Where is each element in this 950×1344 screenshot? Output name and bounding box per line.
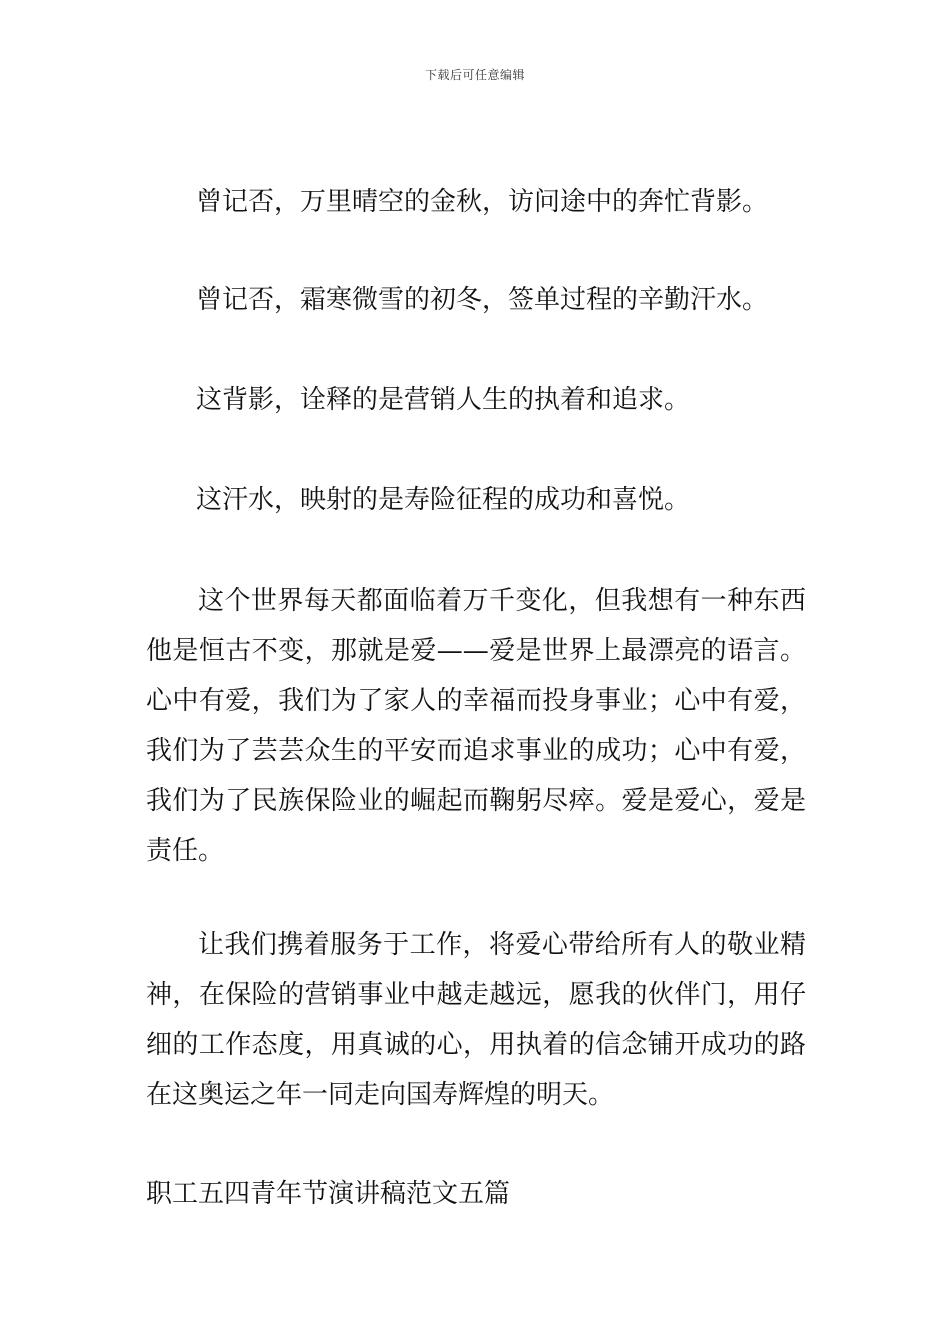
verse-line-4: 这汗水，映射的是寿险征程的成功和喜悦。 [196, 485, 691, 515]
body-paragraph-love: 这个世界每天都面临着万千变化，但我想有一种东西他是恒古不变，那就是爱——爱是世界上最漂亮的语言。心中有爱，我们为了家人的幸福而投身事业；心中有爱，我们为了芸芸众生的平安而追求事业的成功；心中有爱，我们为了民族保险业的崛起而鞠躬尽瘁。爱是爱心，爱是责任。 [146, 586, 806, 866]
section-heading: 职工五四青年节演讲稿范文五篇 [146, 1179, 511, 1209]
body-paragraph-closing: 让我们携着服务于工作，将爱心带给所有人的敬业精神，在保险的营销事业中越走越远，愿我的伙伴门，用仔细的工作态度，用真诚的心，用执着的信念铺开成功的路在这奥运之年一同走向国寿辉煌的明天。 [146, 930, 806, 1110]
verse-line-2: 曾记否，霜寒微雪的初冬，签单过程的辛勤汗水。 [196, 285, 769, 315]
page-header-note: 下载后可任意编辑 [424, 68, 525, 82]
verse-line-3: 这背影，诠释的是营销人生的执着和追求。 [196, 385, 691, 415]
verse-line-1: 曾记否，万里晴空的金秋，访问途中的奔忙背影。 [196, 187, 769, 217]
